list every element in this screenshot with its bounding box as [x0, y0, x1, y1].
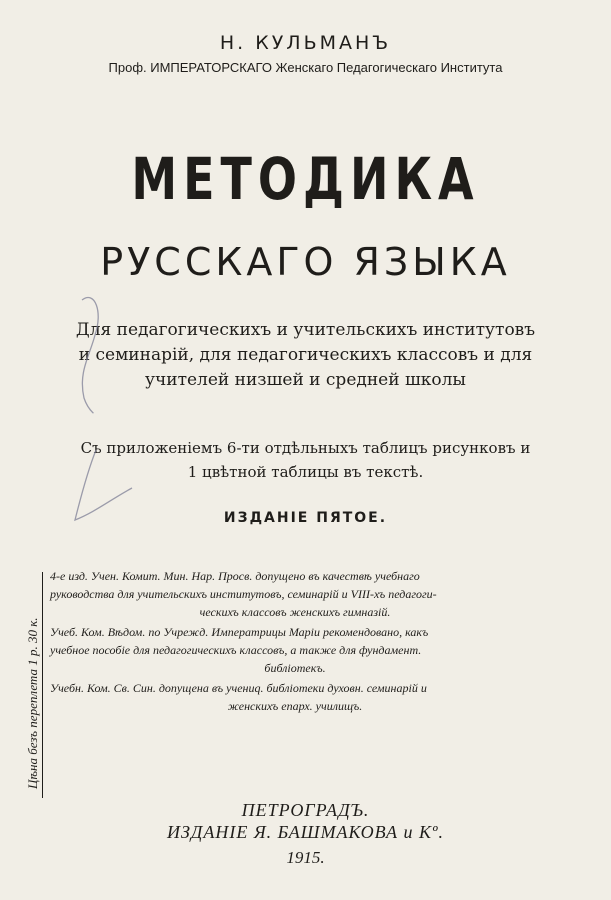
pencil-stroke	[82, 298, 98, 413]
pencil-stroke	[75, 450, 132, 520]
appendix-line: 1 цвѣтной таблицы въ текстѣ.	[187, 463, 424, 481]
book-title-line-2: РУССКАГО ЯЗЫКА	[100, 240, 511, 284]
approval-line: руководства для учительскихъ институтовъ, семинарій и VIII-хъ педагоги-	[50, 587, 437, 601]
edition-label: ИЗДАНІЕ ПЯТОЕ.	[223, 510, 388, 526]
approval-line: 4-е изд. Учен. Комит. Мин. Нар. Просв. допущено въ качествѣ учебнаго	[50, 569, 420, 583]
subtitle-line: и семинарій, для педагогическихъ классовъ и для	[78, 345, 533, 365]
author-name: Н. КУЛЬМАНЪ	[219, 32, 392, 54]
price-note: Цѣна безъ переплета 1 р. 30 к.	[25, 617, 40, 789]
approval-line: ческихъ классовъ женскихъ гимназій.	[199, 605, 391, 619]
approval-line: Учебн. Ком. Св. Син. допущена въ учениq. библіотеки духовн. семинарій и	[50, 681, 427, 695]
publisher-name: ИЗДАНІЕ Я. БАШМАКОВА и Кº.	[166, 822, 444, 842]
publication-year: 1915.	[286, 848, 325, 867]
author-affiliation: Проф. ИМПЕРАТОРСКАГО Женскаго Педагогическаго Института	[108, 60, 503, 75]
publication-city: ПЕТРОГРАДЪ.	[241, 800, 370, 820]
approval-line: библіотекъ.	[264, 661, 326, 675]
approval-line: женскихъ епарх. училищъ.	[227, 699, 363, 713]
subtitle-line: Для педагогическихъ и учительскихъ институтовъ	[75, 320, 536, 340]
subtitle-line: учителей низшей и средней школы	[145, 370, 466, 390]
appendix-line: Съ приложеніемъ 6-ти отдѣльныхъ таблицъ рисунковъ и	[80, 439, 531, 457]
approval-line: учебное пособіе для педагогическихъ классовъ, а также для фундамент.	[50, 643, 422, 657]
approval-line: Учеб. Ком. Вѣдом. по Учрежд. Императрицы Маріи рекомендовано, какъ	[50, 625, 429, 639]
book-title-line-1: МЕТОДИКА	[131, 145, 480, 213]
